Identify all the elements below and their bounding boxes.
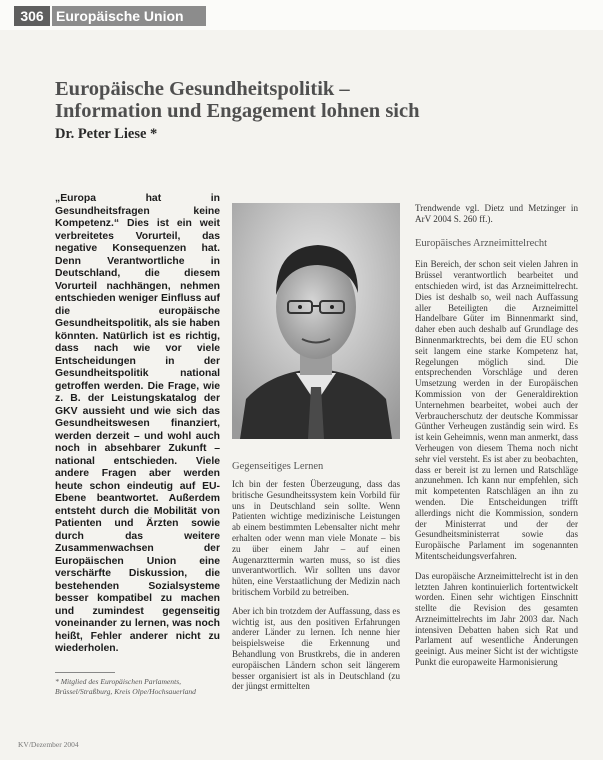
author-name: Dr. Peter Liese * [55,126,158,142]
article-title [55,78,555,122]
author-photo [232,203,400,439]
section-title: Europäische Union [52,6,206,26]
body-paragraph: Aber ich bin trotzdem der Auffassung, dass es wichtig ist, aus den positiven Erfahrungen anderer Länder zu lernen. Ich nenne hier beispielsweise die Erkennung und Behandlung von Brustkrebs, die in anderen europäischen Ländern schon seit längerem besser organisiert ist als in Deutschland (zu der jüngst ermittelten [232,605,400,692]
middle-column [232,479,400,700]
subheading-arzneimittelrecht: Europäisches Arzneimittelrecht [415,237,548,249]
page-footer: KV/Dezember 2004 [18,740,79,749]
subheading-gegenseitiges-lernen: Gegenseitiges Lernen [232,461,324,472]
lead-paragraph: „Europa hat in Gesundheitsfragen keine Kompetenz.“ Dies ist ein weit verbreitetes Vorurteil, das negative Konsequenzen hat. Denn Verantwortliche in Deutschland, die diesem Vorurteil nachhängen, nehmen entschieden weniger Einfluss auf die europäische Gesundheitspolitik, als sie haben könnten. Natürlich ist es richtig, dass nach wie vor viele Entscheidungen in der Gesundheitspolitik national getroffen werden. Die Frage, wie z. B. der Leistungskatalog der GKV aussieht und wie sich das Gesundheitswesen finanziert, werden derzeit – und wohl auch noch in absehbarer Zukunft – national entschieden. Viele andere Fragen aber werden heute schon eindeutig auf EU-Ebene beantwortet. Außerdem entsteht durch die Mobilität von Patienten und Ärzten sowie durch das weitere Zusammenwachsen der Europäischen Union eine verschärfte Diskussion, die bestehenden Sozialsysteme besser kompatibel zu machen und zumindest gegenseitig voneinander zu lernen, was noch heißt, Fehler anderer nicht zu wiederholen. [55,193,220,654]
title-line-2: Information und Engagement lohnen sich [55,100,420,122]
body-paragraph: Ich bin der festen Überzeugung, dass das britische Gesundheitssystem kein Vorbild für uns in Deutschland sein sollte. Wenn Patienten wichtige medizinische Leistungen ab einem bestimmten Lebensalter nicht mehr erhalten oder wenn man viele Monate – bis zu über einem Jahr – auf einen Augenarzttermin warten muss, so ist dies unverantwortlich. Wir sollten uns davor hüten, eine Verstaatlichung der Medizin nach britischem Vorbild zu betreiben. [232,479,400,597]
running-header [0,0,603,30]
footnote-divider [55,672,115,673]
right-column [415,203,578,677]
body-paragraph: Ein Bereich, der schon seit vielen Jahren in Brüssel verantwortlich bearbeitet und entschieden wird, ist das Arzneimittelrecht. Dies ist deshalb so, weil nach Auffassung aller Beteiligten die Arzneimittel Handelbare Güter im Binnenmarkt sind, daher eben auch deshalb auf Grundlage des Binnenmarktrechts, bei dem die EU schon seit langem eine starke Kompetenz hat, Regelungen möglich sind. Die entsprechenden Vorschläge und deren Umsetzung werden in der Europäischen Kommission von der Generaldirektion Unternehmen bearbeitet, wobei auch der Verbraucherschutz der deutsche Kommissar Günther Verheugen zuständig sein wird. Es ist kein Geheimnis, wenn man anmerkt, dass Verheugen von diesem Thema noch nicht sehr viel versteht. Es ist aber zu beobachten, dass er bereit ist zu lernen und Ratschläge anzunehmen. Ich kann nur empfehlen, sich mit kompetenten Ratschlägen an ihn zu wenden. Die Entscheidungen trifft allerdings nicht die Kommission, sondern der Ministerrat und der der Gesundheitsministerrat sowie das Europäische Parlament im sogenannten Mitentscheidungsverfahren. [415,259,578,561]
title-line-1: Europäische Gesundheitspolitik – [55,78,350,100]
body-paragraph: Das europäische Arzneimittelrecht ist in den letzten Jahren kontinuierlich fortentwickelt worden. Einen sehr wichtigen Einschnitt stellte die Revision des gesamten Arzneimittelrechts im Jahr 2003 dar. Nach intensiven Debatten haben sich Rat und Parlament auf wesentliche Änderungen geeinigt. Aus meiner Sicht ist der wichtigste Punkt die europaweite Harmonisierung [415,570,578,668]
page-number: 306 [14,6,50,26]
footnote: * Mitglied des Europäischen Parlaments, Brüssel/Straßburg, Kreis Olpe/Hochsauerland [55,677,196,696]
portrait-image [232,203,400,439]
left-column [55,193,220,656]
body-paragraph: Trendwende vgl. Dietz und Metzinger in ArV 2004 S. 260 ff.). [415,203,578,224]
